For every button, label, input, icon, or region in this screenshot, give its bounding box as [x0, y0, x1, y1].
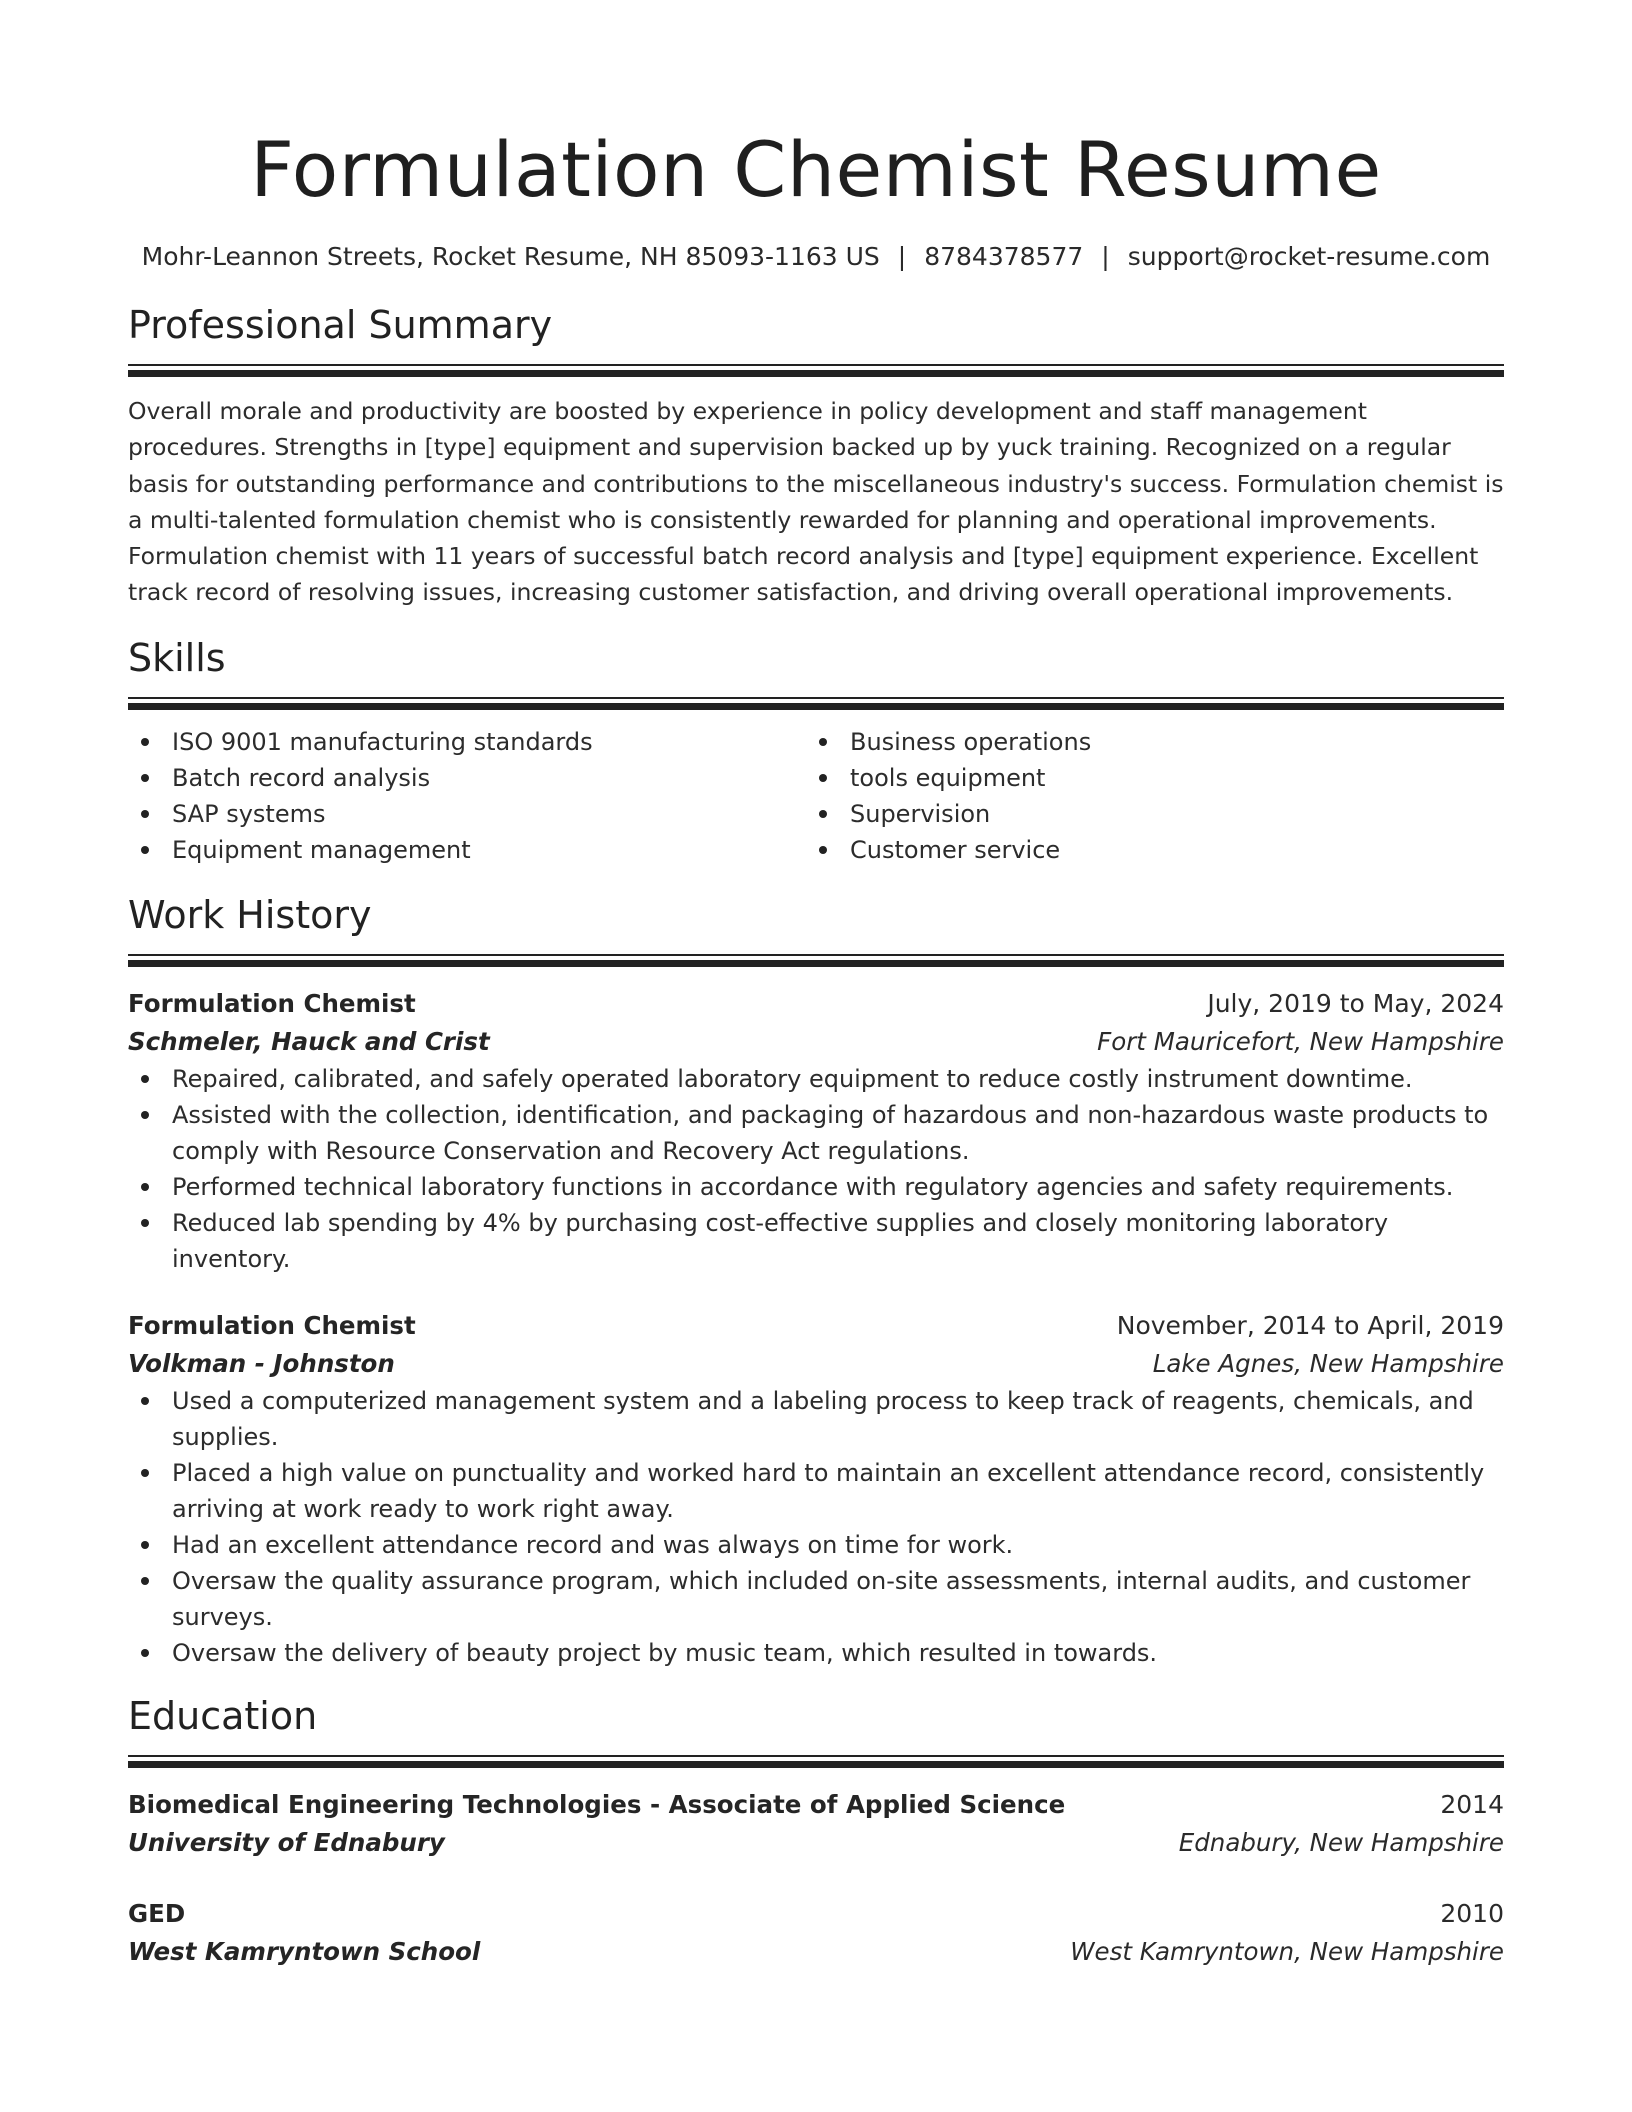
job-location: Lake Agnes, New Hampshire	[1152, 1348, 1504, 1378]
job-bullet: Had an excellent attendance record and was always on time for work.	[128, 1527, 1504, 1563]
education-location: Ednabury, New Hampshire	[1178, 1827, 1504, 1857]
bullet-icon	[141, 1219, 149, 1227]
job-company: Schmeler, Hauck and Crist	[128, 1026, 490, 1056]
bullet-icon	[141, 1541, 149, 1549]
bullet-icon	[141, 1111, 149, 1119]
skills-section	[128, 633, 1504, 868]
education-section	[128, 1691, 1504, 1971]
contact-separator: |	[897, 242, 907, 271]
skill-item: SAP systems	[128, 796, 806, 832]
job-title: Formulation Chemist	[128, 1310, 416, 1340]
job-bullets	[128, 1061, 1504, 1277]
contact-address: Mohr-Leannon Streets, Rocket Resume, NH 85093-1163 US	[141, 242, 880, 271]
education-degree: GED	[128, 1898, 186, 1928]
bullet-icon	[141, 1469, 149, 1477]
summary-text: Overall morale and productivity are boosted by experience in policy development and staff management procedures. Strengths in [type] equipment and supervision backed up by yuck training. Recognized on a regular basis for outstanding performance and contributions to the miscellaneous industry's success. Formulation chemist is a multi-talented formulation chemist who is consistently rewarded for planning and operational improvements. Formulation chemist with 11 years of successful batch record analysis and [type] equipment experience. Excellent track record of resolving issues, increasing customer satisfaction, and driving overall operational improvements.	[128, 397, 1504, 607]
skill-item: Batch record analysis	[128, 760, 806, 796]
bullet-icon	[819, 846, 827, 854]
bullet-icon	[141, 846, 149, 854]
job-bullet: Repaired, calibrated, and safely operated laboratory equipment to reduce costly instrument downtime.	[128, 1061, 1504, 1097]
job-bullet: Oversaw the quality assurance program, which included on-site assessments, internal audits, and customer surveys.	[128, 1563, 1504, 1635]
bullet-icon	[141, 1183, 149, 1191]
education-entry	[128, 1786, 1504, 1862]
job-bullet: Performed technical laboratory functions in accordance with regulatory agencies and safety requirements.	[128, 1169, 1504, 1205]
summary-heading: Professional Summary	[128, 303, 553, 347]
education-heading: Education	[128, 1693, 318, 1738]
education-degree: Biomedical Engineering Technologies - Associate of Applied Science	[128, 1789, 1066, 1819]
job-subheader	[128, 1023, 1504, 1061]
education-year: 2010	[1440, 1898, 1504, 1928]
bullet-icon	[141, 810, 149, 818]
skill-item: tools equipment	[806, 760, 1484, 796]
bullet-icon	[141, 774, 149, 782]
contact-phone: 8784378577	[924, 242, 1084, 271]
skills-heading: Skills	[128, 635, 226, 680]
education-school: West Kamryntown School	[128, 1936, 481, 1966]
education-school: University of Ednabury	[128, 1827, 445, 1857]
education-subheader	[128, 1933, 1504, 1971]
bullet-icon	[819, 738, 827, 746]
work-history-heading: Work History	[128, 892, 372, 937]
skill-item: Supervision	[806, 796, 1484, 832]
skill-item: Equipment management	[128, 832, 806, 868]
skills-column-right	[806, 724, 1484, 868]
skill-item: Business operations	[806, 724, 1484, 760]
job-header	[128, 1307, 1504, 1345]
job-company: Volkman - Johnston	[128, 1348, 395, 1378]
job-entry	[128, 1307, 1504, 1671]
job-bullet: Used a computerized management system and a labeling process to keep track of reagents, chemicals, and supplies.	[128, 1383, 1504, 1455]
job-bullets	[128, 1383, 1504, 1671]
bullet-icon	[141, 1075, 149, 1083]
work-history-section	[128, 890, 1504, 1671]
education-subheader	[128, 1824, 1504, 1862]
section-divider	[128, 364, 1504, 377]
resume-page	[128, 0, 1504, 1971]
bullet-icon	[141, 1649, 149, 1657]
education-header	[128, 1786, 1504, 1824]
job-header	[128, 985, 1504, 1023]
resume-title: Formulation Chemist Resume	[250, 125, 1382, 214]
education-entry	[128, 1895, 1504, 1971]
bullet-icon	[819, 810, 827, 818]
bullet-icon	[819, 774, 827, 782]
job-subheader	[128, 1345, 1504, 1383]
contact-separator: |	[1101, 242, 1110, 271]
summary-section	[128, 300, 1504, 611]
education-location: West Kamryntown, New Hampshire	[1070, 1936, 1504, 1966]
skills-list	[128, 724, 1504, 868]
bullet-icon	[141, 1397, 149, 1405]
section-divider	[128, 1755, 1504, 1768]
bullet-icon	[141, 1577, 149, 1585]
job-dates: November, 2014 to April, 2019	[1116, 1310, 1504, 1340]
job-title: Formulation Chemist	[128, 988, 416, 1018]
education-header	[128, 1895, 1504, 1933]
bullet-icon	[141, 738, 149, 746]
contact-line	[128, 240, 1504, 274]
skill-item: ISO 9001 manufacturing standards	[128, 724, 806, 760]
section-divider	[128, 697, 1504, 710]
job-bullet: Oversaw the delivery of beauty project by music team, which resulted in towards.	[128, 1635, 1504, 1671]
job-bullet: Assisted with the collection, identification, and packaging of hazardous and non-hazardous waste products to comply with Resource Conservation and Recovery Act regulations.	[128, 1097, 1504, 1169]
job-dates: July, 2019 to May, 2024	[1207, 988, 1504, 1018]
education-year: 2014	[1440, 1789, 1504, 1819]
skill-item: Customer service	[806, 832, 1484, 868]
section-divider	[128, 954, 1504, 967]
job-location: Fort Mauricefort, New Hampshire	[1097, 1026, 1504, 1056]
job-bullet: Reduced lab spending by 4% by purchasing cost-effective supplies and closely monitoring laboratory inventory.	[128, 1205, 1504, 1277]
skills-column-left	[128, 724, 806, 868]
job-entry	[128, 985, 1504, 1277]
contact-email: support@rocket-resume.com	[1127, 242, 1491, 271]
job-bullet: Placed a high value on punctuality and worked hard to maintain an excellent attendance record, consistently arriving at work ready to work right away.	[128, 1455, 1504, 1527]
